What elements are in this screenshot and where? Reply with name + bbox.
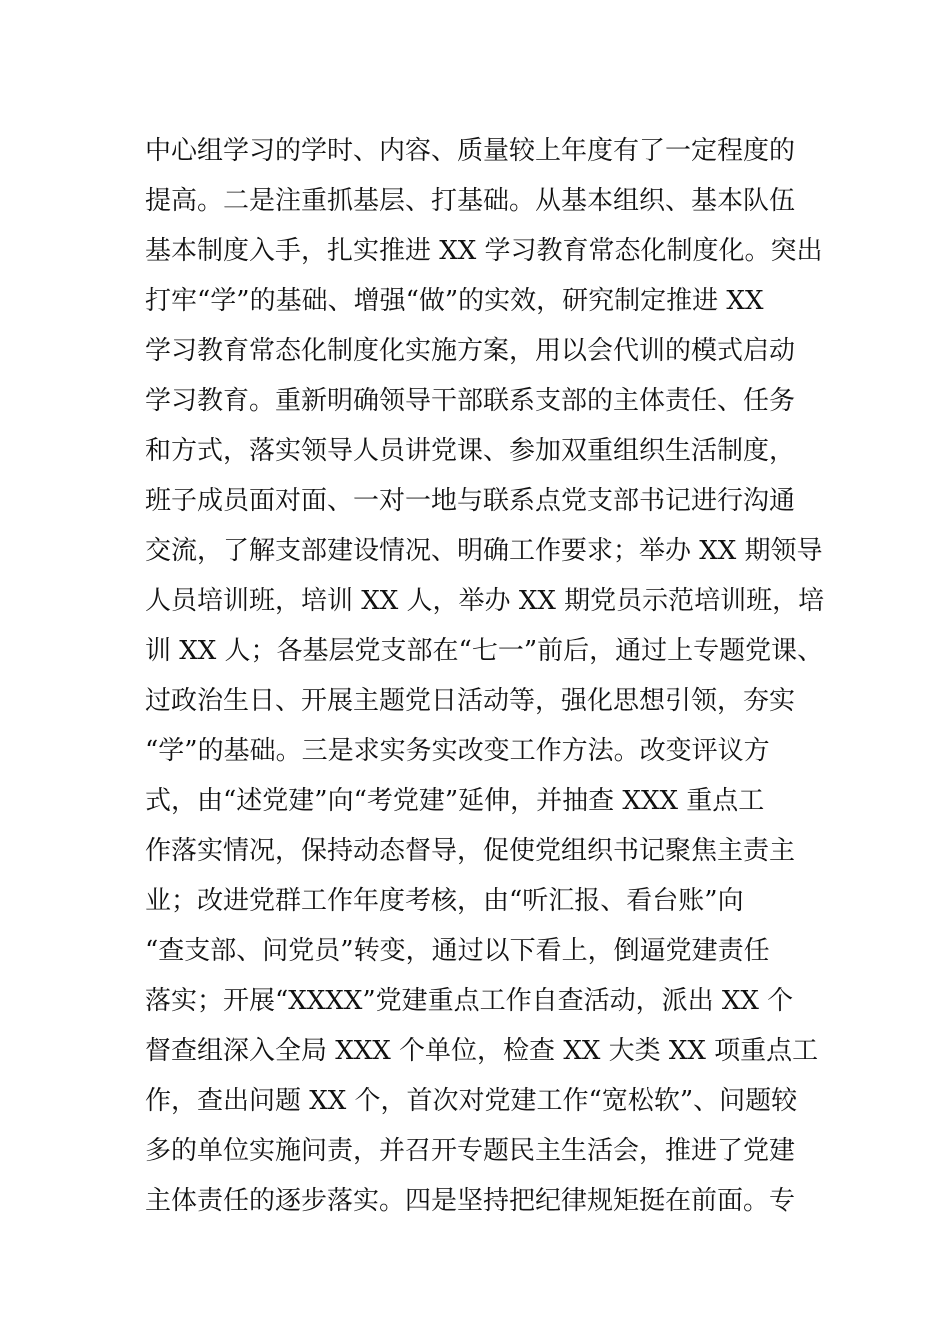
text-line: 提高。二是注重抓基层、打基础。从基本组织、基本队伍 xyxy=(145,186,796,216)
text-line: “学”的基础。三是求实务实改变工作方法。改变评议方 xyxy=(145,736,770,766)
text-line: 班子成员面对面、一对一地与联系点党支部书记进行沟通 xyxy=(145,486,796,516)
text-line: 学习教育常态化制度化实施方案，用以会代训的模式启动 xyxy=(145,336,796,366)
text-line: 和方式，落实领导人员讲党课、参加双重组织生活制度， xyxy=(145,436,796,466)
text-line: “查支部、问党员”转变，通过以下看上，倒逼党建责任 xyxy=(145,936,770,966)
text-line: 中心组学习的学时、内容、质量较上年度有了一定程度的 xyxy=(145,136,796,166)
text-line: 人员培训班，培训 XX 人，举办 XX 期党员示范培训班，培 xyxy=(145,586,825,616)
text-line: 训 XX 人；各基层党支部在“七一”前后，通过上专题党课、 xyxy=(145,636,824,666)
text-line: 落实；开展“XXXX”党建重点工作自查活动，派出 XX 个 xyxy=(145,986,794,1016)
text-line: 交流，了解支部建设情况、明确工作要求；举办 XX 期领导 xyxy=(145,536,823,566)
text-line: 督查组深入全局 XXX 个单位，检查 XX 大类 XX 项重点工 xyxy=(145,1036,819,1066)
text-line: 多的单位实施问责，并召开专题民主生活会，推进了党建 xyxy=(145,1136,796,1166)
text-line: 业；改进党群工作年度考核，由“听汇报、看台账”向 xyxy=(145,886,744,916)
text-line: 过政治生日、开展主题党日活动等，强化思想引领，夯实 xyxy=(145,686,796,716)
text-line: 式，由“述党建”向“考党建”延伸，并抽查 XXX 重点工 xyxy=(145,786,765,816)
body-paragraph xyxy=(145,126,835,1226)
text-line: 作落实情况，保持动态督导，促使党组织书记聚焦主责主 xyxy=(145,836,796,866)
text-line: 基本制度入手，扎实推进 XX 学习教育常态化制度化。突出 xyxy=(145,236,823,266)
text-line: 作，查出问题 XX 个，首次对党建工作“宽松软”、问题较 xyxy=(145,1086,798,1116)
text-line: 打牢“学”的基础、增强“做”的实效，研究制定推进 XX xyxy=(145,286,764,316)
text-line: 主体责任的逐步落实。四是坚持把纪律规矩挺在前面。专 xyxy=(145,1186,796,1216)
text-line: 学习教育。重新明确领导干部联系支部的主体责任、任务 xyxy=(145,386,796,416)
